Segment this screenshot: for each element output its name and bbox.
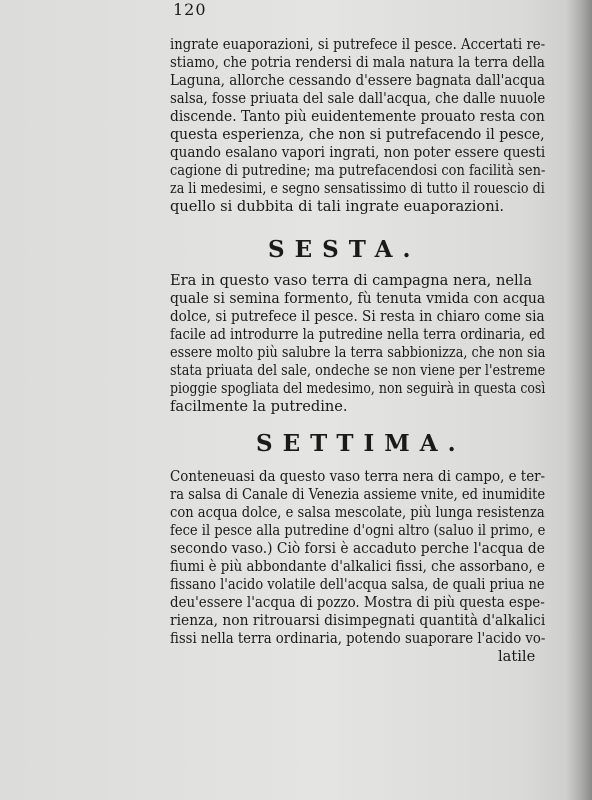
text-line: fece il pesce alla putredine d'ogni altro (saluo il primo, e [170,522,546,539]
text-line: fissano l'acido volatile dell'acqua salsa, de quali priua ne [170,576,545,593]
text-line: quello si dubbita di tali ingrate euaporazioni. [170,198,505,215]
text-line: essere molto più salubre la terra sabbionizza, che non sia [170,344,546,361]
text-line: deu'essere l'acqua di pozzo. Mostra di più questa espe- [170,594,545,611]
text-line: cagione di putredine; ma putrefacendosi con facilità sen- [170,162,546,179]
text-line: con acqua dolce, e salsa mescolate, più lunga resistenza [170,504,545,521]
text-line: facile ad introdurre la putredine nella terra ordinaria, ed [170,326,546,343]
text-line: stiamo, che potria rendersi di mala natura la terra della [170,54,545,71]
text-line: discende. Tanto più euidentemente prouato resta con [170,108,545,125]
text-line: Era in questo vaso terra di campagna nera, nella [170,272,533,289]
page-number: 120 [173,0,207,19]
text-line: fissi nella terra ordinaria, potendo suaporare l'acido vo- [170,630,546,647]
text-line: questa esperienza, che non si putrefacendo il pesce, [170,126,545,143]
section-heading-settima: SETTIMA. [256,430,466,457]
text-line: ingrate euaporazioni, si putrefece il pesce. Accertati re- [170,36,546,53]
text-line: Conteneuasi da questo vaso terra nera di campo, e ter- [170,468,546,485]
text-line: rienza, non ritrouarsi disimpegnati quantità d'alkalici [170,612,546,629]
text-line: fiumi è più abbondante d'alkalici fissi, che assorbano, e [170,558,545,575]
text-line: za li medesimi, e segno sensatissimo di tutto il rouescio di [170,180,545,197]
page-gutter-shadow [566,0,592,800]
text-line: Laguna, allorche cessando d'essere bagnata dall'acqua [170,72,546,89]
text-line: ra salsa di Canale di Venezia assieme vnite, ed inumidite [170,486,546,503]
text-line: quale si semina formento, fù tenuta vmida con acqua [170,290,546,307]
catchword: latile [498,648,536,665]
text-line: facilmente la putredine. [170,398,348,415]
text-line: quando esalano vapori ingrati, non poter essere questi [170,144,546,161]
text-line: secondo vaso.) Ciò forsi è accaduto perche l'acqua de [170,540,545,557]
text-line: dolce, si putrefece il pesce. Si resta in chiaro come sia [170,308,545,325]
section-heading-sesta: SESTA. [268,236,421,263]
text-line: pioggie spogliata del medesimo, non seguirà in questa così [170,380,546,397]
text-line: stata priuata del sale, ondeche se non viene per l'estreme [170,362,546,379]
text-line: salsa, fosse priuata del sale dall'acqua, che dalle nuuole [170,90,546,107]
